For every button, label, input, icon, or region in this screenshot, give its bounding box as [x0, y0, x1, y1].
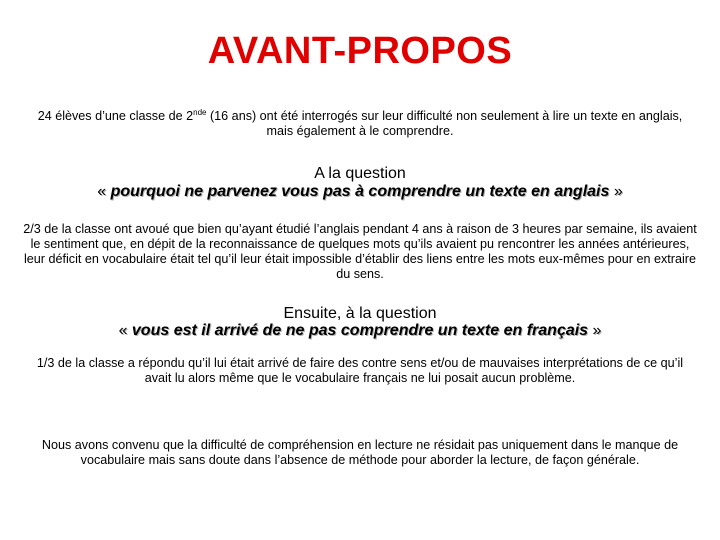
- answer-2-paragraph: 1/3 de la classe a répondu qu’il lui était arrivé de faire des contre sens et/ou de mauvaises interprétations de ce qu’il avait lu alors même que le vocabulaire français ne lui posait aucun problème.: [36, 356, 684, 385]
- answer-1-paragraph: 2/3 de la classe ont avoué que bien qu’ayant étudié l’anglais pendant 4 ans à raison de 3 heures par semaine, ils avaient le sentiment que, en dépit de la reconnaissance de quelques mots qu’ils avaient pu rencontrer les années antérieures, leur déficit en vocabulaire était tel qu’il leur était impossible d’établir des liens entre les mots eux-mêmes pour en extraire du sens.: [23, 222, 697, 281]
- intro-paragraph: [26, 109, 694, 139]
- question-1-text: pourquoi ne parvenez vous pas à comprendre un texte en anglais: [110, 183, 610, 200]
- question-1-lead: A la question: [314, 165, 406, 182]
- intro-superscript: nde: [193, 107, 207, 117]
- question-2-open-quote: «: [118, 322, 132, 339]
- question-2-close-quote: »: [588, 322, 602, 339]
- intro-text-start: 24 élèves d’une classe de 2: [37, 109, 194, 123]
- slide-title: AVANT-PROPOS: [207, 30, 513, 72]
- question-1-close-quote: »: [609, 183, 623, 200]
- intro-text-end: (16 ans) ont été interrogés sur leur difficulté non seulement à lire un texte en anglais, mais également à le comprendre.: [206, 109, 683, 138]
- question-1: [0, 183, 720, 201]
- question-2: [0, 322, 720, 340]
- question-2-lead: Ensuite, à la question: [283, 305, 437, 322]
- conclusion-paragraph: Nous avons convenu que la difficulté de compréhension en lecture ne résidait pas uniquement dans le manque de vocabulaire mais sans doute dans l’absence de méthode pour aborder la lecture, de façon générale.: [41, 438, 679, 467]
- question-1-open-quote: «: [97, 183, 111, 200]
- question-2-text: vous est il arrivé de ne pas comprendre un texte en français: [131, 322, 589, 339]
